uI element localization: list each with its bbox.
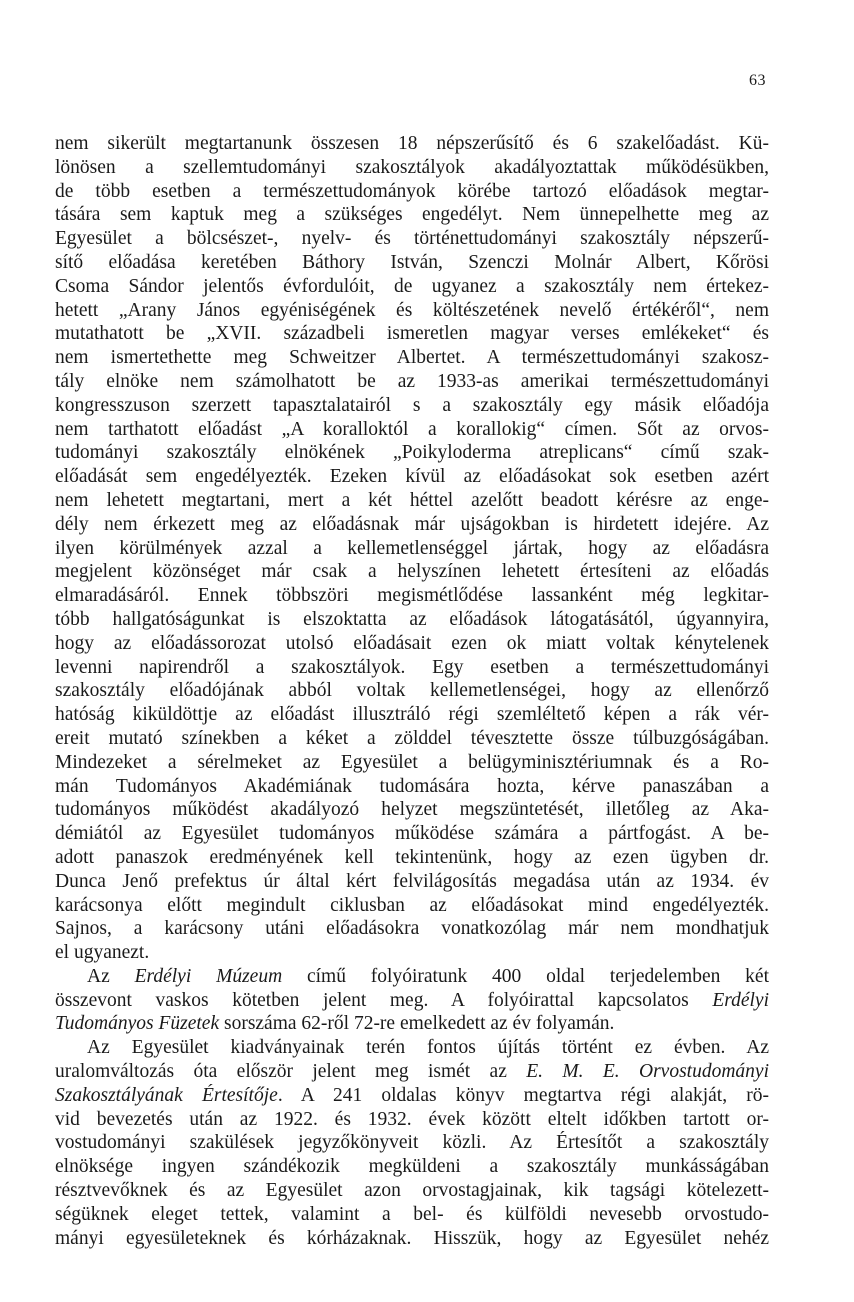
text-line: ilyen körülmények azzal a kellemetlenséggel jártak, hogy az előadásra [55, 537, 769, 559]
body-text [55, 132, 769, 1250]
text-line: levenni napirendről a szakosztályok. Egy esetben a természettudományi [55, 656, 769, 678]
text-line [55, 989, 769, 1013]
text-line: tóbb hallgatóságunkat is elszoktatta az előadások látogatásától, úgyannyira, [55, 608, 769, 630]
paragraph [55, 965, 769, 1036]
publication-title: E. M. E. Orvostudományi [526, 1061, 769, 1083]
text-run: sorszáma 62-ről 72-re emelkedett az év folyamán. [219, 1013, 615, 1035]
text-run: című folyóiratunk 400 oldal terjedelemben két [282, 965, 769, 987]
text-line: démiától az Egyesület tudományos működése számára a pártfogást. A be- [55, 823, 769, 845]
text-line: kongresszuson szerzett tapasztalatairól s a szakosztály egy másik előadója [55, 394, 769, 416]
text-line: mányi egyesületeknek és kórházaknak. Hisszük, hogy az Egyesület nehéz [55, 1227, 769, 1249]
text-line: Dunca Jenő prefektus úr által kért felvilágosítás megadása után az 1934. év [55, 870, 769, 892]
text-line: el ugyanezt. [55, 942, 150, 964]
text-line: Sajnos, a karácsony utáni előadásokra vonatkozólag már nem mondhatjuk [55, 918, 769, 940]
text-line: nem sikerült megtartanunk összesen 18 népszerűsítő és 6 szakelőadást. Kü- [55, 133, 769, 154]
text-line: elnöksége ingyen szándékozik megküldeni a szakosztály munkásságában [55, 1156, 769, 1178]
text-line: mutathatott be „XVII. századbeli ismeretlen magyar verses emlékeket“ és [55, 323, 769, 345]
text-line [55, 1060, 769, 1084]
text-line: tudományi szakosztály elnökének „Poikyloderma atreplicans“ című szak- [55, 442, 769, 464]
text-line [55, 965, 769, 989]
text-line: lönösen a szellemtudományi szakosztályok akadályoztattak működésükben, [55, 156, 769, 178]
text-line: de több esetben a természettudományok körébe tartozó előadások megtar- [55, 180, 769, 202]
text-line: vid bevezetés után az 1922. és 1932. évek között eltelt időkben tartott or- [55, 1108, 769, 1130]
text-line: mán Tudományos Akadémiának tudomására hozta, kérve panaszában a [55, 775, 769, 797]
paragraph [55, 1036, 769, 1250]
text-line: hetett „Arany János egyéniségének és költészetének nevelő értékéről“, nem [55, 299, 769, 321]
text-line: tására sem kaptuk meg a szükséges engedélyt. Nem ünnepelhette meg az [55, 204, 769, 226]
text-run: . A 241 oldalas könyv megtartva régi alakját, rö- [277, 1084, 769, 1106]
text-run: uralomváltozás óta először jelent meg ismét az [55, 1061, 527, 1083]
text-line: Mindezeket a sérelmeket az Egyesület a belügyminisztériumnak és a Ro- [55, 751, 769, 773]
text-line: tály elnöke nem számolhatott be az 1933-as amerikai természettudományi [55, 370, 769, 392]
text-line: előadását sem engedélyezték. Ezeken kívül az előadásokat sok esetben azért [55, 466, 769, 488]
page-number: 63 [749, 72, 766, 89]
text-line: szakosztály előadójának abból voltak kellemetlenségei, hogy az ellenőrző [55, 680, 769, 702]
text-line: Az Egyesület kiadványainak terén fontos újítás történt ez évben. Az [87, 1037, 769, 1059]
text-line: karácsonya előtt megindult ciklusban az előadásokat mind engedélyezték. [55, 894, 769, 916]
text-run: összevont vaskos kötetben jelent meg. A folyóirattal kapcsolatos [55, 989, 713, 1011]
journal-title: Erdélyi Múzeum [134, 965, 283, 987]
text-line: adott panaszok eredményének kell tekintenünk, hogy az ezen ügyben dr. [55, 846, 769, 868]
text-line: megjelent közönséget már csak a helyszínen lehetett értesíteni az előadás [55, 561, 769, 583]
text-line: nem lehetett megtartani, mert a két héttel azelőtt beadott kérésre az enge- [55, 489, 769, 511]
text-line: vostudományi szakülések jegyzőkönyveit közli. Az Értesítőt a szakosztály [55, 1132, 769, 1154]
paragraph [55, 132, 769, 965]
publication-title: Szakosztályának Értesítője [55, 1084, 278, 1106]
text-line: ségüknek eleget tettek, valamint a bel- és külföldi nevesebb orvostudo- [55, 1203, 769, 1225]
text-line: nem tarthatott előadást „A koralloktól a korallokig“ címen. Sőt az orvos- [55, 418, 769, 440]
text-run: Az [87, 965, 135, 987]
text-line: tudományos működést akadályozó helyzet megszüntetését, illetőleg az Aka- [55, 799, 769, 821]
text-line: dély nem érkezett meg az előadásnak már ujságokban is hirdetett idejére. Az [55, 513, 769, 535]
series-title: Erdélyi [712, 989, 769, 1011]
text-line: hogy az előadássorozat utolsó előadásait ezen ok miatt voltak kénytelenek [55, 632, 769, 654]
text-line: nem ismertethette meg Schweitzer Albertet. A természettudományi szakosz- [55, 347, 769, 369]
text-line [55, 1012, 769, 1036]
text-line [55, 1084, 769, 1108]
text-line: résztvevőknek és az Egyesület azon orvostagjainak, kik tagsági kötelezett- [55, 1180, 769, 1202]
text-line: ereit mutató színekben a kéket a zölddel tévesztette össze túlbuzgóságában. [55, 727, 769, 749]
text-line: sítő előadása keretében Báthory István, Szenczi Molnár Albert, Kőrösi [55, 251, 769, 273]
text-line: Egyesület a bölcsészet-, nyelv- és történettudományi szakosztály népszerű- [55, 228, 769, 250]
series-title: Tudományos Füzetek [55, 1013, 220, 1035]
text-line: elmaradásáról. Ennek többszöri megismétlődése lassanként még legkitar- [55, 585, 769, 607]
text-line: hatóság kiküldöttje az előadást illusztráló régi szemléltető képen a rák vér- [55, 704, 769, 726]
text-line: Csoma Sándor jelentős évfordulóit, de ugyanez a szakosztály nem értekez- [55, 275, 769, 297]
